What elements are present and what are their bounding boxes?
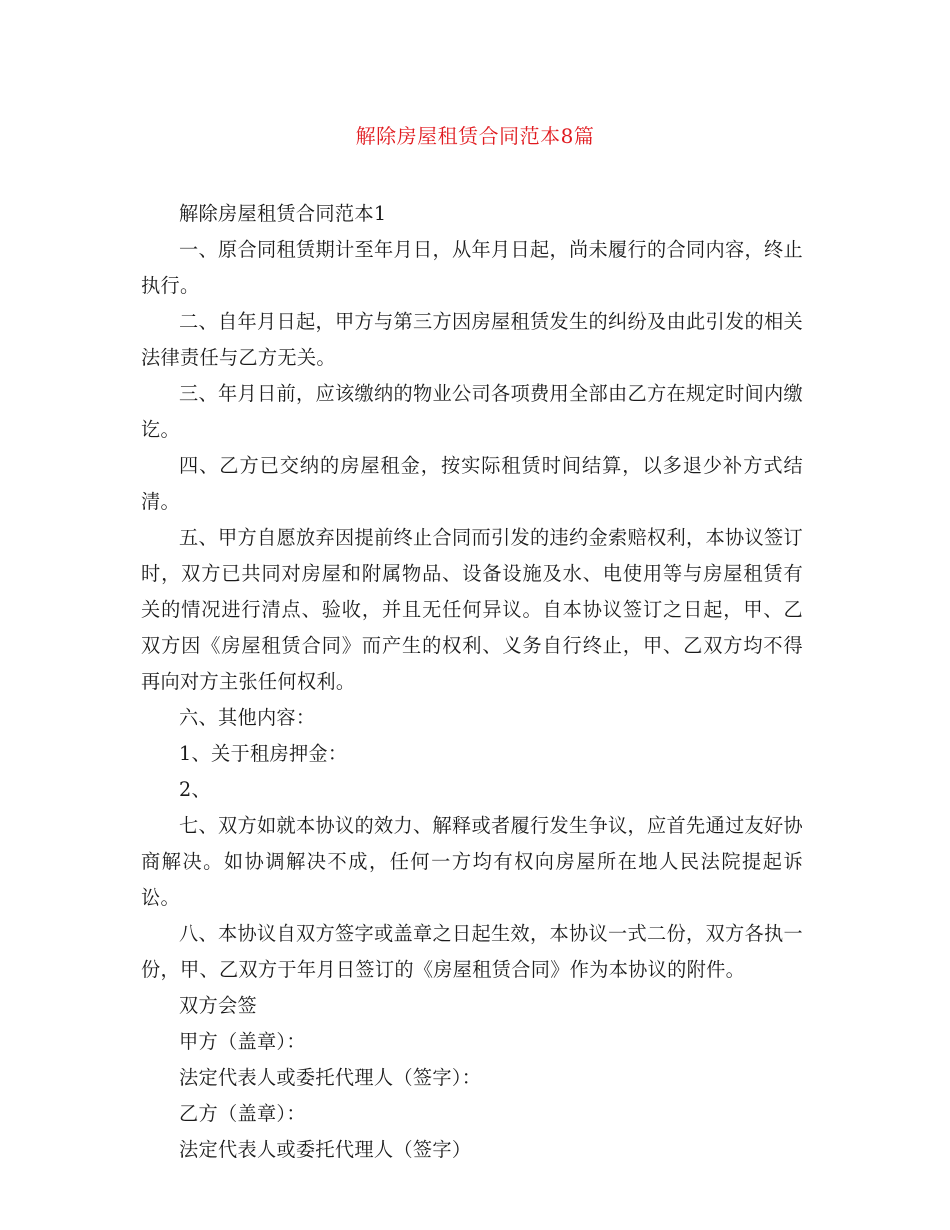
party-b-seal: 乙方（盖章）： (179, 1102, 306, 1125)
clause-3: 三、年月日前，应该缴纳的物业公司各项费用全部由乙方在规定时间内缴讫。 (141, 382, 803, 441)
clause-8: 八、本协议自双方签字或盖章之日起生效，本协议一式二份，双方各执一份，甲、乙双方于年月日签订的《房屋租赁合同》作为本协议的附件。 (141, 922, 803, 981)
clause-5: 五、甲方自愿放弃因提前终止合同而引发的违约金索赔权利，本协议签订时，双方已共同对房屋和附属物品、设备设施及水、电使用等与房屋租赁有关的情况进行清点、验收，并且无任何异议。自本协议签订之日起，甲、乙双方因《房屋租赁合同》而产生的权利、义务自行终止，甲、乙双方均不得再向对方主张任何权利。 (141, 526, 803, 693)
party-b-representative: 法定代表人或委托代理人（签字） (179, 1138, 472, 1161)
party-a-representative: 法定代表人或委托代理人（签字）： (179, 1066, 482, 1089)
document-title: 解除房屋租赁合同范本8篇 (355, 124, 595, 148)
clause-2: 二、自年月日起，甲方与第三方因房屋租赁发生的纠纷及由此引发的相关法律责任与乙方无关。 (141, 310, 803, 369)
signature-heading: 双方会签 (179, 994, 257, 1017)
clause-6-item-2: 2、 (179, 778, 211, 801)
document-body (141, 196, 803, 1168)
heading-paragraph: 解除房屋租赁合同范本1 (179, 202, 387, 225)
clause-1: 一、原合同租赁期计至年月日，从年月日起，尚未履行的合同内容，终止执行。 (141, 238, 803, 297)
clause-4: 四、乙方已交纳的房屋租金，按实际租赁时间结算，以多退少补方式结清。 (141, 454, 803, 513)
clause-6: 六、其他内容： (179, 706, 316, 729)
party-a-seal: 甲方（盖章）： (179, 1030, 306, 1053)
clause-6-item-1: 1、关于租房押金： (179, 742, 348, 765)
clause-7: 七、双方如就本协议的效力、解释或者履行发生争议，应首先通过友好协商解决。如协调解决不成，任何一方均有权向房屋所在地人民法院提起诉讼。 (141, 814, 803, 909)
